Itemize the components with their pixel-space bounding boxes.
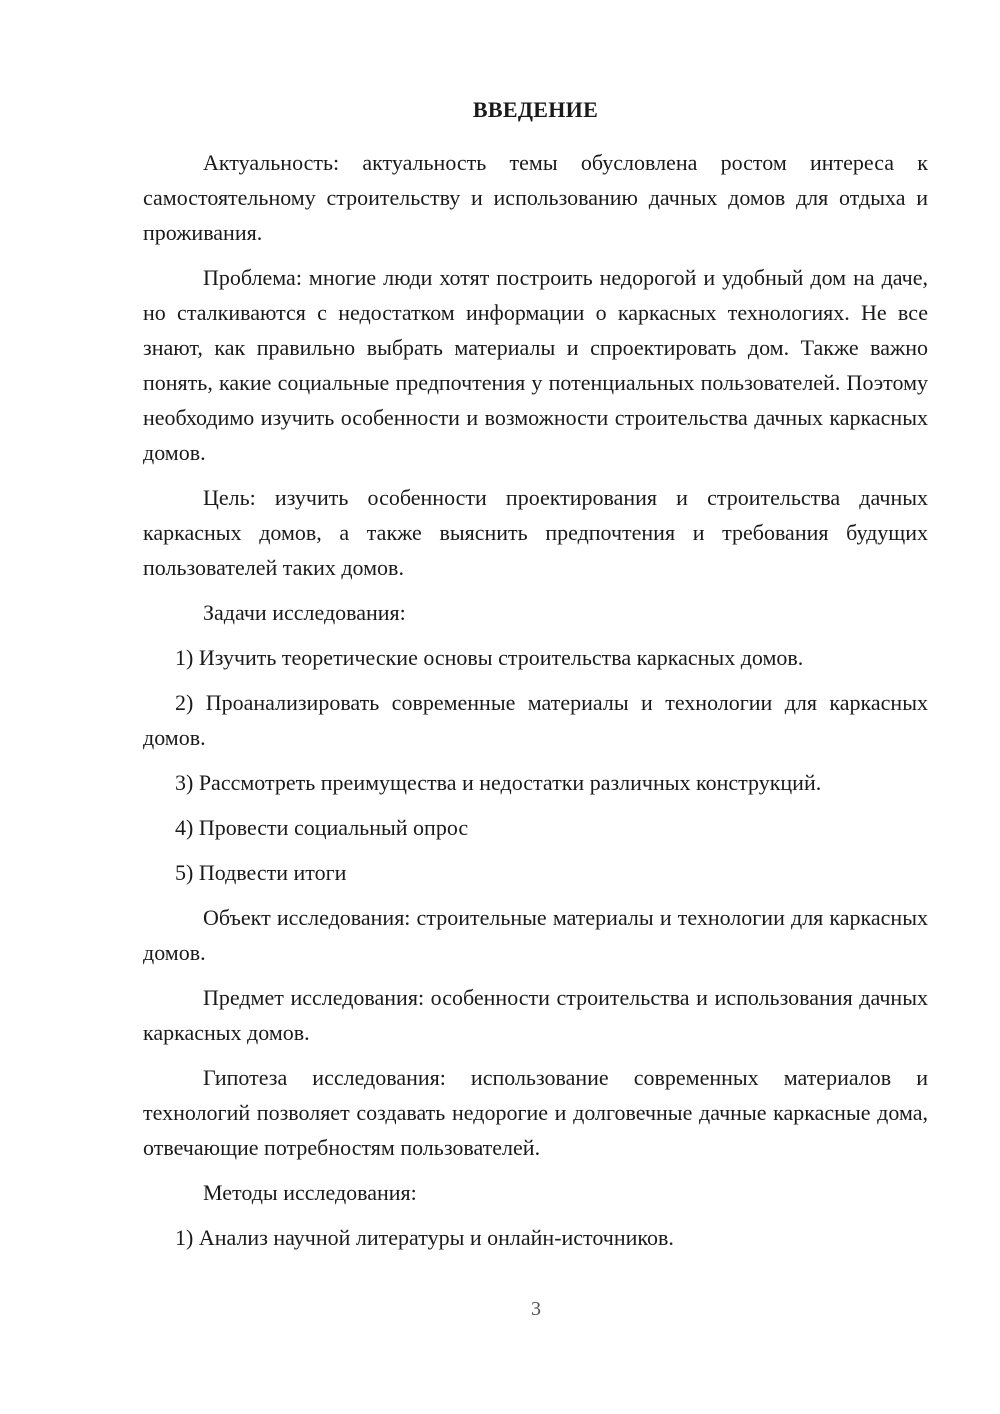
- list-item-method-1: 1) Анализ научной литературы и онлайн-источников.: [175, 1225, 674, 1250]
- paragraph-goal: Цель: изучить особенности проектирования и строительства дачных каркасных домов, а также выяснить предпочтения и требования будущих пользователей таких домов.: [143, 485, 928, 580]
- paragraph-tasks-heading: Задачи исследования:: [203, 600, 406, 625]
- paragraph-object: Объект исследования: строительные материалы и технологии для каркасных домов.: [143, 905, 928, 965]
- paragraph-problem: Проблема: многие люди хотят построить недорогой и удобный дом на даче, но сталкиваются с недостатком информации о каркасных технологиях. Не все знают, как правильно выбрать материалы и спроектировать дом. Также важно понять, какие социальные предпочтения у потенциальных пользователей. Поэтому необходимо изучить особенности и возможности строительства дачных каркасных домов.: [143, 265, 928, 465]
- section-title: ВВЕДЕНИЕ: [472, 97, 599, 122]
- paragraph-subject: Предмет исследования: особенности строительства и использования дачных каркасных домов.: [143, 985, 928, 1045]
- paragraph-relevance: Актуальность: актуальность темы обусловлена ростом интереса к самостоятельному строительству и использованию дачных домов для отдыха и проживания.: [143, 150, 928, 245]
- document-page: [143, 95, 928, 1265]
- list-item-task-1: 1) Изучить теоретические основы строительства каркасных домов.: [175, 645, 804, 670]
- list-item-task-3: 3) Рассмотреть преимущества и недостатки различных конструкций.: [175, 770, 822, 795]
- paragraph-hypothesis: Гипотеза исследования: использование современных материалов и технологий позволяет создавать недорогие и долговечные дачные каркасные дома, отвечающие потребностям пользователей.: [143, 1065, 928, 1160]
- page-number: 3: [531, 1298, 541, 1320]
- list-item-task-4: 4) Провести социальный опрос: [175, 815, 469, 840]
- paragraph-methods-heading: Методы исследования:: [203, 1180, 417, 1205]
- list-item-task-2: 2) Проанализировать современные материалы и технологии для каркасных домов.: [143, 690, 928, 750]
- list-item-task-5: 5) Подвести итоги: [175, 860, 347, 885]
